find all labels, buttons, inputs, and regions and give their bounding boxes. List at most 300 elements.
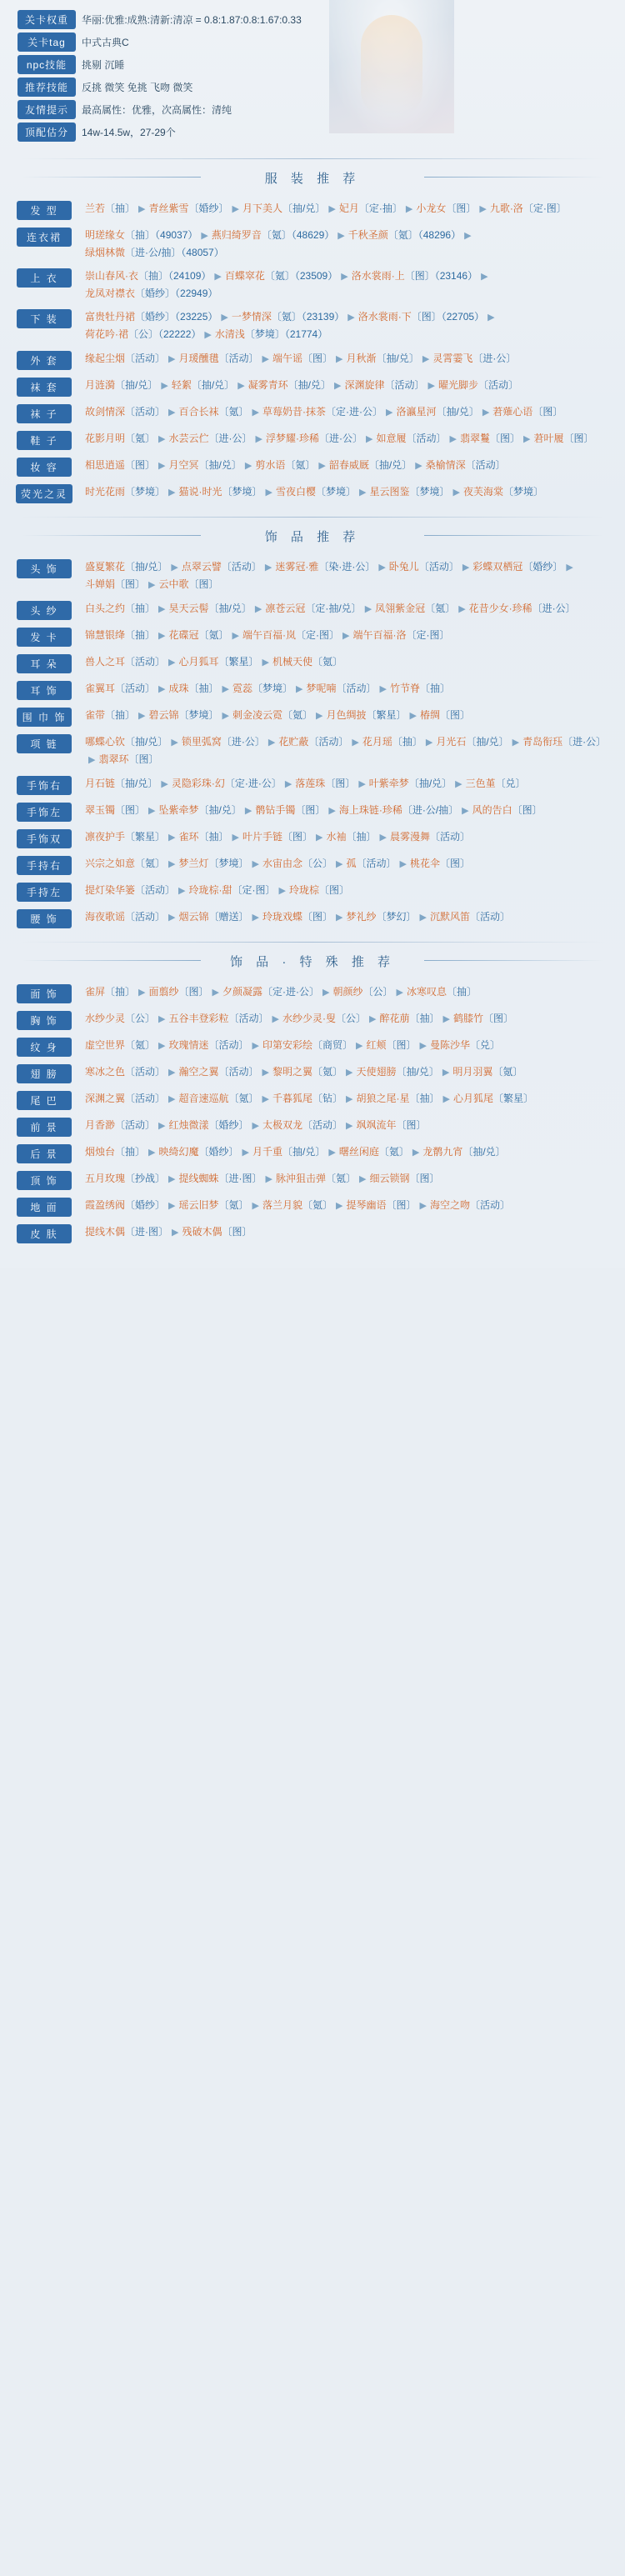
arrow-icon: ▶ (262, 1068, 269, 1078)
arrow-icon: ▶ (522, 434, 531, 444)
item-entry (85, 288, 218, 299)
item-name: 月瑗醺氆 (178, 353, 219, 364)
item-source: 〔活动〕 (302, 1119, 343, 1131)
item-entry (262, 858, 332, 869)
item-source: 〔抽〕 (125, 629, 156, 641)
item-entry (85, 1226, 168, 1238)
item-name: 小龙女 (416, 203, 447, 214)
item-source: 〔活动〕 (125, 911, 166, 923)
arrow-icon: ▶ (222, 711, 229, 721)
row-items (77, 430, 613, 448)
item-entry (169, 1013, 269, 1024)
item-name: 成珠 (168, 683, 189, 694)
recommendation-row (12, 905, 613, 932)
item-source: 〔兑〕 (470, 1039, 501, 1051)
item-source: 〔抽〕 (105, 986, 136, 998)
arrow-icon: ▶ (158, 1041, 166, 1051)
item-source: 〔进·公〕 (472, 353, 517, 364)
item-entry (215, 328, 328, 340)
item-source: 〔染·进·公〕 (318, 561, 376, 573)
item-name: 梦兰灯 (178, 858, 209, 869)
item-name: 落兰月貌 (262, 1199, 303, 1211)
item-name: 凛夜护手 (85, 831, 126, 843)
row-label-cell (12, 1223, 77, 1243)
row-label-cell (12, 558, 77, 578)
row-label-cell (12, 908, 77, 928)
item-name: 寒冰之色 (85, 1066, 126, 1078)
stage-info-label: npc技能 (18, 55, 76, 74)
arrow-icon: ▶ (88, 755, 96, 765)
item-name: 提琴幽语 (346, 1199, 387, 1211)
item-source: 〔梦境〕 (222, 486, 262, 498)
row-label: 下 装 (17, 309, 72, 328)
stage-info-value: 中式古典C (82, 36, 129, 48)
item-source: 〔图〕 (440, 709, 471, 721)
item-source: 〔定·进·公〕 (326, 406, 382, 418)
row-items (77, 707, 613, 724)
item-source: 〔兑〕 (495, 778, 526, 789)
item-entry (255, 459, 315, 471)
row-label: 翅 膀 (17, 1064, 72, 1083)
item-source: 〔图〕 (396, 1119, 427, 1131)
item-entry (179, 858, 249, 869)
row-label: 妆 容 (17, 458, 72, 477)
item-entry (432, 353, 516, 364)
item-name: 点翠云譬 (181, 561, 222, 573)
row-label: 发 卡 (17, 628, 72, 647)
row-label-cell (12, 1090, 77, 1110)
row-items (77, 1117, 613, 1134)
item-source: 〔图〕 (178, 986, 209, 998)
arrow-icon: ▶ (212, 988, 219, 998)
item-source: 〔氪〕 (425, 603, 456, 614)
item-name: 猫说·时光 (178, 486, 222, 498)
arrow-icon: ▶ (336, 859, 343, 869)
item-entry (232, 709, 312, 721)
stage-info-label: 推荐技能 (18, 78, 76, 97)
item-source: 〔进·图〕 (218, 1173, 262, 1184)
item-source: 〔进·公/抽〕（48057） (125, 247, 224, 258)
row-label-cell (12, 1010, 77, 1030)
item-entry (85, 1013, 155, 1024)
recommendation-row (12, 1060, 613, 1087)
item-source: 〔抽/兑〕 (436, 406, 479, 418)
item-source: 〔婚纱〕 (188, 203, 229, 214)
arrow-icon: ▶ (254, 604, 262, 614)
item-source: 〔抽〕 (198, 831, 229, 843)
row-label-cell (12, 680, 77, 700)
item-entry (179, 831, 229, 843)
arrow-icon: ▶ (252, 1121, 259, 1131)
item-source: 〔活动〕 (221, 561, 262, 573)
arrow-icon: ▶ (334, 381, 342, 391)
row-label-cell (12, 983, 77, 1003)
item-name: 鹡钻手镯 (255, 804, 296, 816)
item-source: 〔活动〕 (418, 561, 459, 573)
item-source: 〔抽〕 (105, 709, 136, 721)
item-source: 〔图〕 (446, 203, 477, 214)
item-name: 孤 (346, 858, 357, 869)
recommendation-row (12, 677, 613, 703)
arrow-icon: ▶ (409, 711, 417, 721)
item-name: 面翦纱 (148, 986, 179, 998)
item-source: 〔梦境〕 (208, 858, 249, 869)
recommendation-row (12, 703, 613, 730)
item-source: 〔抽/兑〕 (125, 736, 168, 748)
arrow-icon: ▶ (252, 408, 259, 418)
item-name: 雀翼耳 (85, 683, 116, 694)
item-entry (407, 986, 477, 998)
item-name: 月光石 (436, 736, 467, 748)
arrow-icon: ▶ (358, 779, 366, 789)
item-source: 〔抽/兑〕 (282, 1146, 326, 1158)
row-label: 手饰双 (17, 829, 72, 848)
item-source: 〔定·抽/兑〕 (305, 603, 362, 614)
row-label-cell (12, 802, 77, 822)
arrow-icon: ▶ (415, 461, 422, 471)
item-source: 〔图〕 (115, 578, 146, 590)
item-name: 荷花吟·裙 (85, 328, 128, 340)
recommendation-row (12, 453, 613, 480)
arrow-icon: ▶ (252, 913, 259, 923)
item-name: 花月瑶 (362, 736, 392, 748)
item-source: 〔繁星〕 (493, 1093, 534, 1104)
recommendation-row (12, 223, 613, 264)
recommendation-row (12, 597, 613, 623)
item-entry (248, 379, 331, 391)
item-name: 翡翠环 (98, 753, 129, 765)
item-source: 〔图〕 (386, 1199, 417, 1211)
item-source: 〔氪〕 (228, 1093, 259, 1104)
row-label: 手饰右 (17, 776, 72, 795)
item-entry (159, 578, 219, 590)
item-entry (347, 1199, 417, 1211)
item-source: 〔活动〕 (125, 353, 166, 364)
item-name: 翠玉镯 (85, 804, 116, 816)
item-name: 富贵牡丹裙 (85, 311, 136, 323)
item-name: 坠紫牵梦 (158, 804, 199, 816)
item-entry (212, 229, 334, 241)
item-source: 〔氪〕 (312, 656, 343, 668)
item-source: 〔图〕 (440, 858, 471, 869)
item-entry (352, 629, 449, 641)
item-source: 〔氪〕（23509） (264, 270, 338, 282)
item-entry (390, 831, 470, 843)
item-name: 燕归绮罗音 (211, 229, 262, 241)
arrow-icon: ▶ (265, 488, 272, 498)
item-entry (85, 486, 165, 498)
row-label: 手饰左 (17, 803, 72, 822)
item-source: 〔定·进·公〕 (224, 778, 282, 789)
item-name: 飒飒流年 (356, 1119, 397, 1131)
item-source: 〔进·公〕 (221, 736, 265, 748)
item-name: 千暮狐尾 (272, 1093, 313, 1104)
item-entry (492, 406, 562, 418)
item-entry (85, 804, 145, 816)
item-entry (469, 603, 576, 614)
arrow-icon: ▶ (425, 738, 433, 748)
item-source: 〔婚纱〕 (208, 1119, 249, 1131)
arrow-icon: ▶ (405, 204, 413, 214)
item-entry (149, 986, 209, 998)
item-entry (85, 603, 155, 614)
item-source: 〔繁星〕 (366, 709, 407, 721)
row-label-cell (12, 483, 77, 503)
item-source: 〔图〕 (222, 1226, 252, 1238)
item-entry (339, 1146, 409, 1158)
stage-info-value: 14w-14.5w，27-29个 (82, 126, 176, 138)
item-entry (85, 311, 218, 323)
item-name: 洛水裳雨·上 (351, 270, 405, 282)
row-items (77, 308, 613, 343)
row-label: 发 型 (17, 201, 72, 220)
item-name: 妃月 (338, 203, 359, 214)
arrow-icon: ▶ (449, 434, 457, 444)
item-name: 夜芙海棠 (462, 486, 503, 498)
item-entry (225, 270, 338, 282)
item-name: 桑榆情深 (425, 459, 466, 471)
arrow-icon: ▶ (158, 434, 166, 444)
row-label-cell (12, 430, 77, 450)
arrow-icon: ▶ (369, 1014, 377, 1024)
item-entry (272, 1093, 342, 1104)
item-source: 〔抽〕 (115, 1146, 146, 1158)
item-source: 〔婚纱〕 (198, 1146, 239, 1158)
item-entry (426, 459, 506, 471)
item-source: 〔图〕 (115, 804, 146, 816)
item-entry (85, 656, 165, 668)
recommendation-row (12, 623, 613, 650)
arrow-icon: ▶ (341, 272, 348, 282)
item-entry (472, 804, 542, 816)
item-name: 盛夏繁花 (85, 561, 126, 573)
item-entry (390, 683, 450, 694)
item-source: 〔活动〕 (125, 656, 166, 668)
item-source: 〔定·抽〕 (358, 203, 402, 214)
arrow-icon: ▶ (488, 313, 495, 323)
recommendation-row (12, 825, 613, 852)
arrow-icon: ▶ (265, 1174, 272, 1184)
arrow-icon: ▶ (148, 1148, 156, 1158)
arrow-icon: ▶ (419, 913, 427, 923)
item-name: 洛瀛星河 (396, 406, 437, 418)
item-source: 〔抽〕 (346, 831, 377, 843)
item-name: 时光花雨 (85, 486, 126, 498)
stage-info-header (0, 0, 625, 153)
item-name: 青丝紫雪 (148, 203, 189, 214)
item-source: 〔抽/兑〕 (288, 379, 332, 391)
item-name: 雪夜白樱 (275, 486, 316, 498)
item-entry (252, 1146, 325, 1158)
item-entry (85, 459, 155, 471)
recommendation-row (12, 730, 613, 772)
item-entry (169, 459, 242, 471)
recommendation-sections (0, 159, 625, 1252)
item-name: 莙叶履 (533, 433, 564, 444)
row-label: 围 巾 饰 (17, 708, 72, 727)
item-source: 〔抽〕 (105, 203, 136, 214)
item-source: 〔婚纱〕 (522, 561, 563, 573)
item-entry (369, 778, 452, 789)
item-name: 水芸云伫 (168, 433, 209, 444)
item-entry (169, 433, 252, 444)
arrow-icon: ▶ (318, 461, 326, 471)
item-name: 五谷丰登彩粒 (168, 1013, 229, 1024)
item-entry (272, 353, 332, 364)
row-items (77, 1090, 613, 1108)
row-items (77, 802, 613, 819)
item-entry (179, 911, 249, 923)
item-source: 〔活动〕 (470, 1199, 511, 1211)
item-source: 〔抄战〕 (125, 1173, 166, 1184)
arrow-icon: ▶ (242, 1148, 249, 1158)
item-entry (347, 911, 417, 923)
item-source: 〔定·进·公〕 (262, 986, 320, 998)
item-name: 明瑳缘女 (85, 229, 126, 241)
item-name: 彩蝶双栖冠 (472, 561, 523, 573)
item-source: 〔抽〕 (420, 683, 451, 694)
item-source: 〔进·公〕 (318, 433, 362, 444)
item-entry (466, 778, 526, 789)
arrow-icon: ▶ (244, 461, 252, 471)
item-entry (362, 736, 422, 748)
item-entry (98, 753, 158, 765)
item-entry (85, 683, 155, 694)
item-entry (265, 603, 361, 614)
item-source: 〔图〕 (563, 433, 594, 444)
item-entry (327, 831, 377, 843)
arrow-icon: ▶ (278, 886, 286, 896)
item-source: 〔图〕 (128, 753, 159, 765)
item-source: 〔进·公〕 (532, 603, 576, 614)
item-entry (85, 229, 198, 241)
item-source: 〔图〕（22705） (411, 311, 485, 323)
row-items (77, 558, 613, 593)
item-name: 兴宗之如意 (85, 858, 136, 869)
row-label-cell (12, 775, 77, 795)
arrow-icon: ▶ (201, 231, 208, 241)
recommendation-row (12, 1113, 613, 1140)
arrow-icon: ▶ (412, 1148, 420, 1158)
item-name: 百蝶窣花 (224, 270, 265, 282)
item-name: 夕颜凝露 (222, 986, 263, 998)
item-name: 朝颜纱 (332, 986, 363, 998)
item-entry (85, 578, 145, 590)
recommendation-row (12, 878, 613, 905)
item-name: 曙丝闲庭 (338, 1146, 379, 1158)
item-source: 〔梦境〕（21774） (244, 328, 328, 340)
arrow-icon: ▶ (348, 313, 355, 323)
item-entry (347, 353, 419, 364)
arrow-icon: ▶ (168, 1094, 176, 1104)
item-entry (282, 1013, 366, 1024)
arrow-icon: ▶ (168, 658, 176, 668)
arrow-icon: ▶ (214, 272, 222, 282)
arrow-icon: ▶ (479, 204, 487, 214)
item-entry (85, 858, 165, 869)
item-source: 〔钻〕 (312, 1093, 343, 1104)
item-entry (179, 1199, 249, 1211)
arrow-icon: ▶ (336, 354, 343, 364)
item-source: 〔活动〕 (218, 353, 259, 364)
arrow-icon: ▶ (328, 204, 336, 214)
section-title: 饰 品 推 荐 (0, 518, 625, 552)
item-entry (169, 629, 229, 641)
arrow-icon: ▶ (171, 563, 178, 573)
item-entry (344, 379, 424, 391)
row-items (77, 855, 613, 873)
item-entry (85, 831, 165, 843)
row-label-cell (12, 200, 77, 220)
row-label: 皮 肤 (17, 1224, 72, 1243)
item-source: 〔图〕 (302, 911, 333, 923)
item-source: 〔繁星〕 (125, 831, 166, 843)
item-source: 〔公〕 (302, 858, 333, 869)
section-rows (0, 193, 625, 512)
item-source: 〔活动〕 (218, 1066, 259, 1078)
item-entry (85, 736, 168, 748)
item-name: 海空之吻 (430, 1199, 471, 1211)
item-entry (422, 1146, 505, 1158)
item-entry (396, 406, 478, 418)
row-label-cell (12, 1143, 77, 1163)
item-entry (375, 603, 455, 614)
item-source: 〔图〕 (282, 831, 313, 843)
row-items (77, 1170, 613, 1188)
item-entry (85, 884, 175, 896)
item-name: 月香渺 (85, 1119, 116, 1131)
item-entry (85, 247, 224, 258)
item-name: 月涟漪 (85, 379, 116, 391)
arrow-icon: ▶ (168, 1174, 176, 1184)
row-label-cell (12, 350, 77, 370)
item-entry (430, 1039, 500, 1051)
item-entry (453, 1013, 513, 1024)
item-name: 月秋渐 (346, 353, 377, 364)
item-entry (522, 736, 606, 748)
recommendation-row (12, 1167, 613, 1193)
item-name: 刺金凌云霓 (232, 709, 283, 721)
item-name: 故剑情深 (85, 406, 126, 418)
arrow-icon: ▶ (148, 580, 156, 590)
arrow-icon: ▶ (204, 330, 212, 340)
item-entry (357, 1119, 427, 1131)
item-name: 雀屏 (85, 986, 106, 998)
arrow-icon: ▶ (262, 1094, 269, 1104)
item-name: 草莓奶昔·抹茶 (262, 406, 326, 418)
item-name: 竹节脊 (390, 683, 421, 694)
item-entry (276, 1173, 356, 1184)
item-entry (169, 683, 219, 694)
arrow-icon: ▶ (138, 988, 146, 998)
arrow-icon: ▶ (379, 833, 387, 843)
item-source: 〔抽〕 (409, 1093, 440, 1104)
arrow-icon: ▶ (238, 381, 245, 391)
arrow-icon: ▶ (232, 204, 239, 214)
item-name: 月石链 (85, 778, 116, 789)
row-items (77, 983, 613, 1001)
arrow-icon: ▶ (422, 354, 430, 364)
item-name: 深渊旋律 (344, 379, 385, 391)
item-source: 〔梦幻〕 (376, 911, 417, 923)
item-entry (242, 831, 312, 843)
item-entry (85, 1039, 155, 1051)
stage-info-value: 反挑 微笑 免挑 飞吻 微笑 (82, 81, 193, 93)
item-source: 〔氪〕 (326, 1173, 357, 1184)
item-entry (179, 1093, 259, 1104)
item-name: 冰寒叹息 (406, 986, 447, 998)
item-entry (179, 486, 262, 498)
